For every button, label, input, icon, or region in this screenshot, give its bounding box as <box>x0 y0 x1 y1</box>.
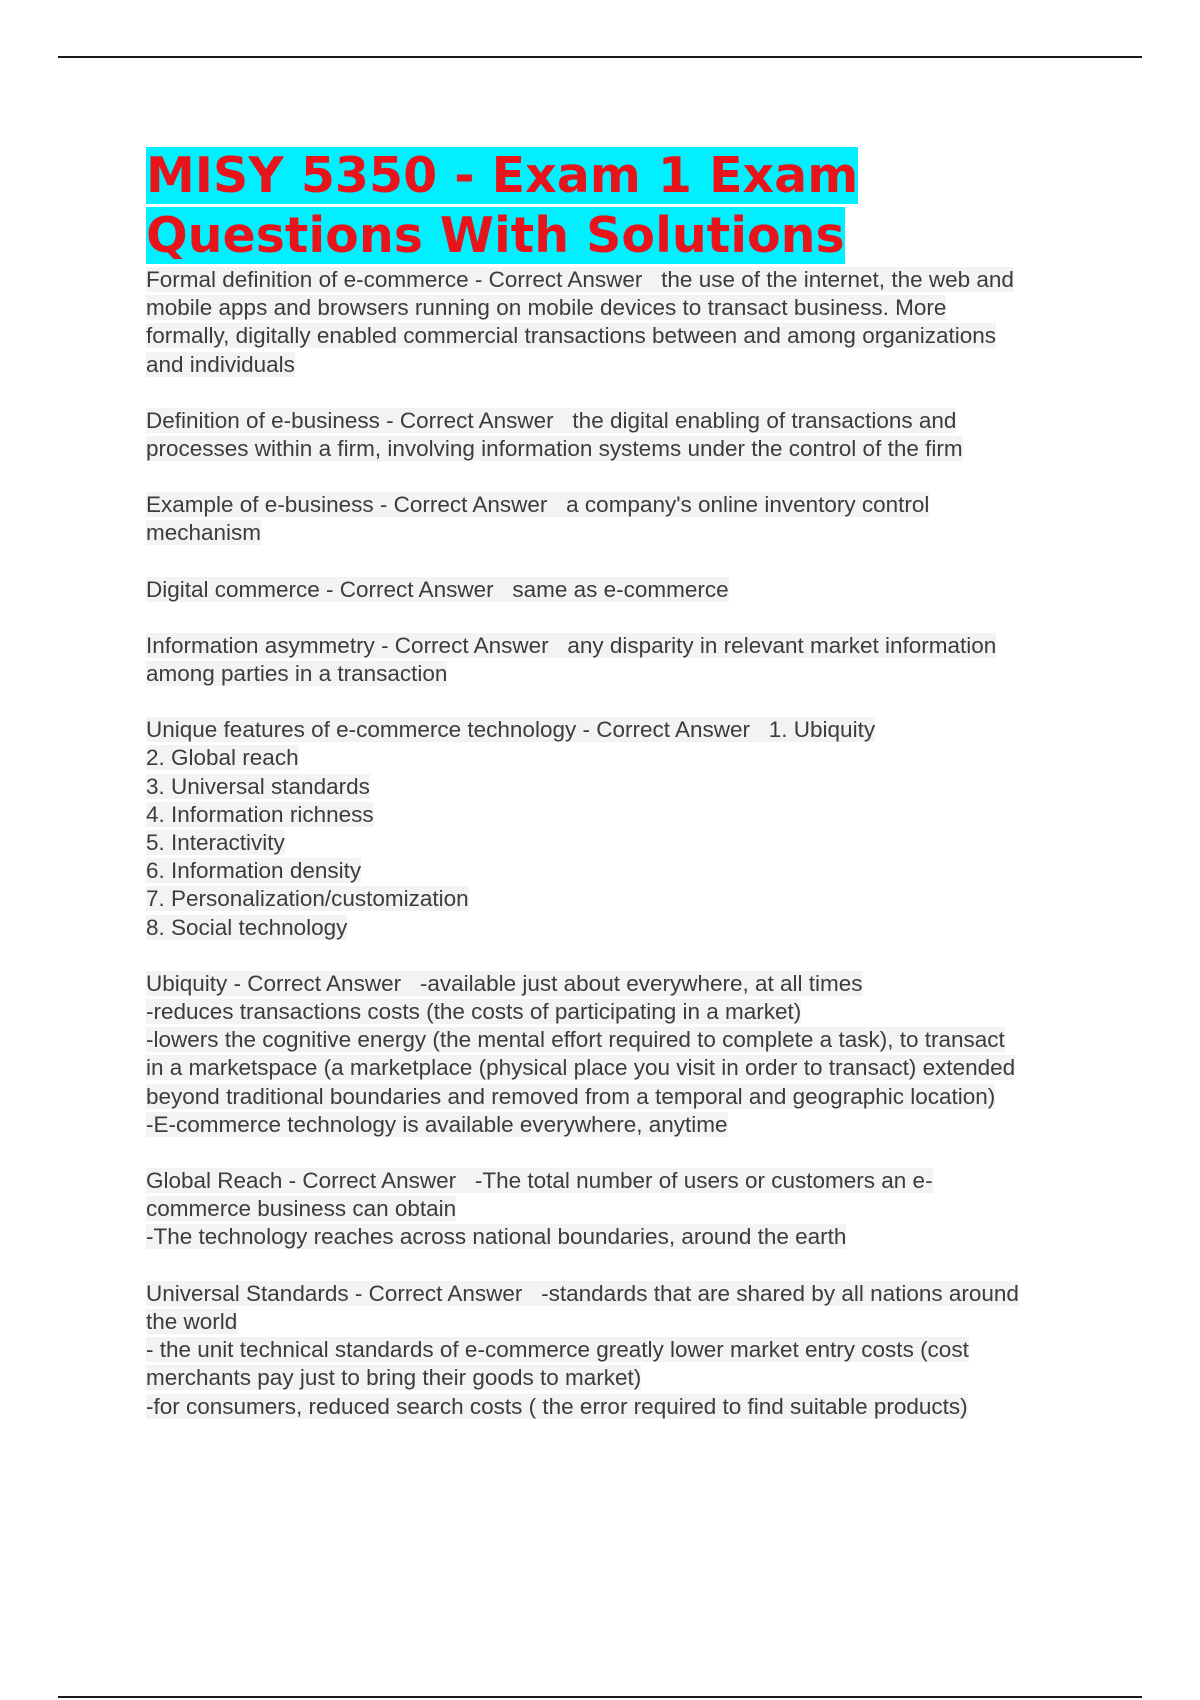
qa-entry-text: Example of e-business - Correct Answer a company's online inventory control mechanism <box>146 492 930 546</box>
qa-entry-unique-features <box>146 716 1096 942</box>
qa-entry-text: Information asymmetry - Correct Answer any disparity in relevant market information among parties in a transaction <box>146 632 997 687</box>
qa-entry-universal-standards <box>146 1280 1096 1421</box>
qa-entry-text: Definition of e-business - Correct Answer the digital enabling of transactions and processes within a firm, involving information systems under the control of the firm <box>146 407 963 462</box>
qa-entry-ebusiness-example <box>146 491 1096 547</box>
document-title <box>146 146 1096 266</box>
qa-entry-text: Ubiquity - Correct Answer -available just about everywhere, at all times -reduces transactions costs (the costs of participating in a market) -lowers the cognitive energy (the mental effort required to complete a task), to transact in a marketspace (a marketplace (physical place you visit in order to transact) extended beyond traditional boundaries and removed from a temporal and geographic location) -E-commerce technology is available everywhere, anytime <box>146 970 1016 1137</box>
title-line-2: Questions With Solutions <box>146 207 845 264</box>
header-rule <box>58 56 1142 58</box>
qa-entry-text: Digital commerce - Correct Answer same as e-commerce <box>146 576 729 602</box>
qa-entry-text: Unique features of e-commerce technology - Correct Answer 1. Ubiquity 2. Global reach 3. Universal standards 4. Information richness 5. Interactivity 6. Information density 7. Personalization/customization 8. Social technology <box>146 717 876 940</box>
title-line-1: MISY 5350 - Exam 1 Exam <box>146 147 859 204</box>
qa-entry-text: Formal definition of e-commerce - Correct Answer the use of the internet, the web and mobile apps and browsers running on mobile devices to transact business. More formally, digitally enabled commercial transactions between and among organizations and individuals <box>146 267 1014 377</box>
qa-entry-ubiquity <box>146 970 1096 1139</box>
qa-entry-text: Global Reach - Correct Answer -The total number of users or customers an e- commerce business can obtain -The technology reaches across national boundaries, around the earth <box>146 1168 933 1250</box>
qa-entry-global-reach <box>146 1167 1096 1252</box>
qa-entry-ebusiness-definition <box>146 407 1096 463</box>
qa-entry-information-asymmetry <box>146 632 1096 688</box>
qa-entry-text: Universal Standards - Correct Answer -standards that are shared by all nations around the world - the unit technical standards of e-commerce greatly lower market entry costs (cost merchants pay just to bring their goods to market) -for consumers, reduced search costs ( the error required to find suitable products) <box>146 1280 1019 1419</box>
footer-rule <box>58 1696 1142 1698</box>
document-body <box>146 146 1096 1449</box>
qa-entry-ecommerce-definition <box>146 266 1096 379</box>
qa-entry-digital-commerce <box>146 576 1096 604</box>
